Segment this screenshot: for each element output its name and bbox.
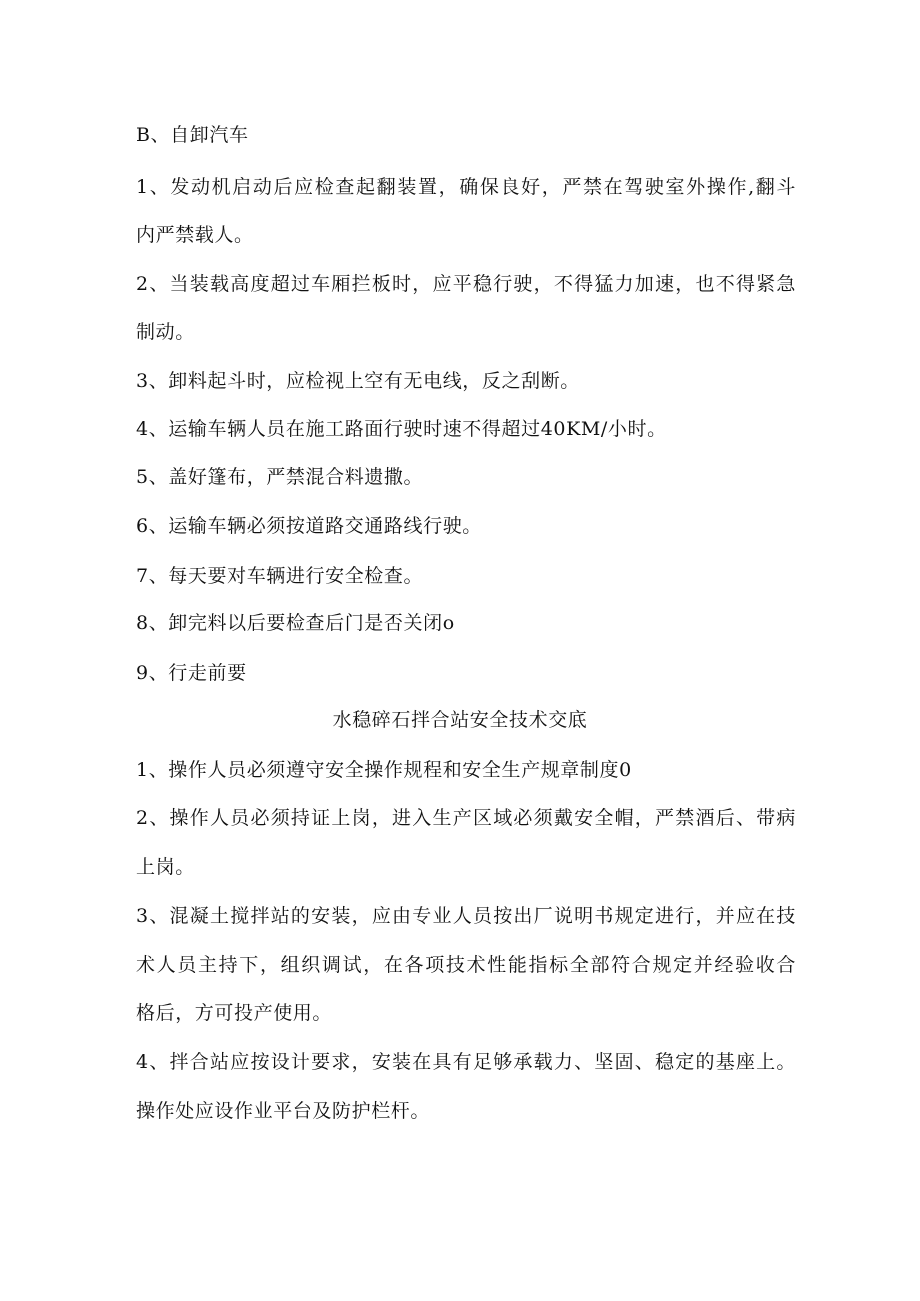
mixing-station-item-4-line-1: 4、拌合站应按设计要求，安装在具有足够承载力、坚固、稳定的基座上。 <box>136 1051 796 1073</box>
mixing-station-item-2-line-2: 上岗。 <box>136 856 195 878</box>
dump-truck-item-7: 7、每天要对车辆进行安全检查。 <box>136 565 424 587</box>
dump-truck-item-3: 3、卸料起斗时，应检视上空有无电线，反之刮断。 <box>136 370 580 392</box>
mixing-station-item-2-line-1: 2、操作人员必须持证上岗，进入生产区域必须戴安全帽，严禁酒后、带病 <box>136 807 796 829</box>
mixing-station-item-1: 1、操作人员必须遵守安全操作规程和安全生产规章制度0 <box>136 759 632 781</box>
section-title-mixing-station: 水稳碎石拌合站安全技术交底 <box>332 709 588 731</box>
dump-truck-item-5: 5、盖好篷布，严禁混合料遗撒。 <box>136 466 424 488</box>
dump-truck-item-1-line-2: 内严禁载人。 <box>136 224 254 246</box>
section-heading-dump-truck: B、自卸汽车 <box>136 124 249 146</box>
dump-truck-item-2-line-1: 2、当装载高度超过车厢拦板时，应平稳行驶，不得猛力加速，也不得紧急 <box>136 273 796 295</box>
mixing-station-item-3-line-3: 格后，方可投产使用。 <box>136 1002 333 1024</box>
dump-truck-item-8: 8、卸完料以后要检查后门是否关闭o <box>136 612 455 634</box>
mixing-station-item-3-line-1: 3、混凝土搅拌站的安装，应由专业人员按出厂说明书规定进行，并应在技 <box>136 905 796 927</box>
dump-truck-item-4: 4、运输车辆人员在施工路面行驶时速不得超过40KM/小时。 <box>136 418 667 440</box>
mixing-station-item-4-line-2: 操作处应设作业平台及防护栏杆。 <box>136 1100 431 1122</box>
dump-truck-item-2-line-2: 制动。 <box>136 321 195 343</box>
dump-truck-item-9: 9、行走前要 <box>136 662 247 684</box>
mixing-station-item-3-line-2: 术人员主持下，组织调试，在各项技术性能指标全部符合规定并经验收合 <box>136 954 796 976</box>
dump-truck-item-6: 6、运输车辆必须按道路交通路线行驶。 <box>136 515 482 537</box>
dump-truck-item-1-line-1: 1、发动机启动后应检查起翻装置，确保良好，严禁在驾驶室外操作,翻斗 <box>136 176 796 198</box>
